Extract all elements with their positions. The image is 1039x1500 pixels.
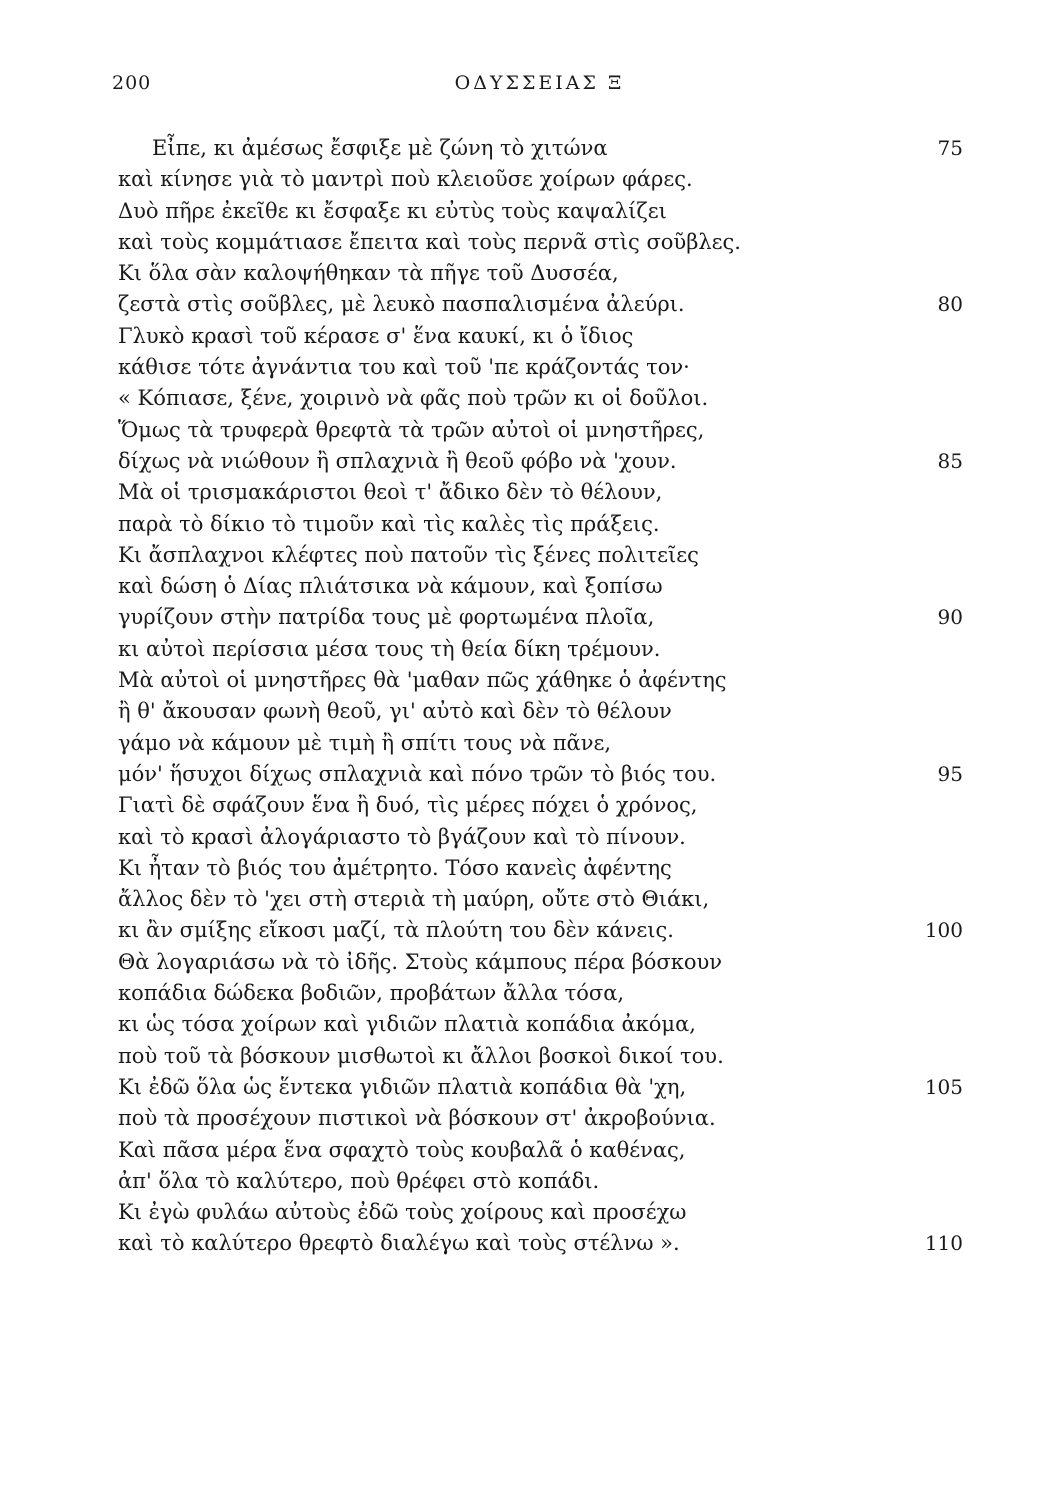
verse-text: κάθισε τότε ἀγνάντια του καὶ τοῦ 'πε κράζοντάς τον· [118,355,690,380]
verse-text: καὶ δώση ὁ Δίας πλιάτσικα νὰ κάμουν, καὶ ξοπίσω [118,574,663,599]
verse-line [118,915,963,946]
verse-line [118,822,963,853]
verse-text: κοπάδια δώδεκα βοδιῶν, προβάτων ἄλλα τόσα, [118,981,625,1006]
verse-line [118,321,963,352]
verse-line [118,728,963,759]
line-number: 80 [937,292,963,317]
verse-line [118,289,963,320]
verse-line [118,665,963,696]
verse-line [118,477,963,508]
verse-text: ζεστὰ στὶς σοῦβλες, μὲ λευκὸ πασπαλισμένα ἀλεύρι. [118,292,685,317]
verse-text: παρὰ τὸ δίκιο τὸ τιμοῦν καὶ τὶς καλὲς τὶς πράξεις. [118,511,660,536]
verse-line [118,696,963,727]
verse-text: γυρίζουν στὴν πατρίδα τους μὲ φορτωμένα πλοῖα, [118,605,655,630]
verse-line [118,884,963,915]
running-title: ΟΔΥΣΣΕΙΑΣ Ξ [454,72,625,94]
verse-line [118,509,963,540]
verse-line [118,227,963,258]
verse-text: ἢ θ' ἄκουσαν φωνὴ θεοῦ, γι' αὐτὸ καὶ δὲν τὸ θέλουν [118,699,672,724]
line-number: 100 [924,918,963,943]
verse-text: ποὺ τὰ προσέχουν πιστικοὶ νὰ βόσκουν στ' ἀκροβούνια. [118,1106,716,1131]
verse-line [118,1103,963,1134]
verse-line [118,1041,963,1072]
verse-text: Κι ἄσπλαχνοι κλέφτες ποὺ πατοῦν τὶς ξένες πολιτεῖες [118,542,699,567]
verse-text: ποὺ τοῦ τὰ βόσκουν μισθωτοὶ κι ἄλλοι βοσκοὶ δικοί του. [118,1043,724,1068]
verse-text: μόν' ἥσυχοι δίχως σπλαχνιὰ καὶ πόνο τρῶν τὸ βιός του. [118,761,717,786]
verse-text: κι ὡς τόσα χοίρων καὶ γιδιῶν πλατιὰ κοπάδια ἀκόμα, [118,1012,696,1037]
verse-text: γάμο νὰ κάμουν μὲ τιμὴ ἢ σπίτι τους νὰ πᾶνε, [118,730,612,755]
verse-text: ἀπ' ὅλα τὸ καλύτερο, ποὺ θρέφει στὸ κοπάδι. [118,1168,600,1193]
verse-line [118,790,963,821]
verse-text: Μὰ οἱ τρισμακάριστοι θεοὶ τ' ἄδικο δὲν τὸ θέλουν, [118,480,663,505]
verse-text: Γιατὶ δὲ σφάζουν ἕνα ἢ δυό, τὶς μέρες πόχει ὁ χρόνος, [118,793,698,818]
verse-text: καὶ κίνησε γιὰ τὸ μαντρὶ ποὺ κλειοῦσε χοίρων φάρες. [118,167,693,192]
verse-text: Κι ἐδῶ ὅλα ὡς ἕντεκα γιδιῶν πλατιὰ κοπάδια θὰ 'χη, [118,1074,687,1099]
verse-line [118,1197,963,1228]
verse-text: Δυὸ πῆρε ἐκεῖθε κι ἔσφαξε κι εὐτὺς τοὺς καψαλίζει [118,198,667,223]
verse-line [118,1009,963,1040]
verse-text: κι αὐτοὶ περίσσια μέσα τους τὴ θεία δίκη τρέμουν. [118,636,661,661]
verse-text: καὶ τοὺς κομμάτιασε ἔπειτα καὶ τοὺς περνᾶ στὶς σοῦβλες. [118,229,741,254]
verse-text: « Κόπιασε, ξένε, χοιρινὸ νὰ φᾶς ποὺ τρῶν κι οἱ δοῦλοι. [118,386,709,411]
page-number: 200 [112,72,152,94]
verse-line [118,1135,963,1166]
verse-text: Κι ἦταν τὸ βιός του ἀμέτρητο. Τόσο κανεὶς ἀφέντης [118,855,672,880]
verse-line [118,759,963,790]
line-number: 110 [924,1231,963,1256]
line-number: 105 [924,1074,963,1099]
verse-line [118,446,963,477]
verse-text: ἄλλος δὲν τὸ 'χει στὴ στεριὰ τὴ μαύρη, οὔτε στὸ Θιάκι, [118,887,710,912]
poem-text [118,133,963,1260]
verse-line [118,1228,963,1259]
verse-text: Θὰ λογαριάσω νὰ τὸ ἰδῆς. Στοὺς κάμπους πέρα βόσκουν [118,949,722,974]
verse-text: Γλυκὸ κρασὶ τοῦ κέρασε σ' ἕνα καυκί, κι ὁ ἴδιος [118,323,634,348]
verse-line [118,415,963,446]
line-number: 85 [937,448,963,473]
verse-line [118,1166,963,1197]
verse-line [118,853,963,884]
verse-line [118,634,963,665]
verse-line [118,1072,963,1103]
verse-line [118,352,963,383]
verse-line [118,978,963,1009]
verse-text: Καὶ πᾶσα μέρα ἕνα σφαχτὸ τοὺς κουβαλᾶ ὁ καθένας, [118,1137,686,1162]
verse-line [118,258,963,289]
verse-text: Ὅμως τὰ τρυφερὰ θρεφτὰ τὰ τρῶν αὐτοὶ οἱ μνηστῆρες, [118,417,705,442]
verse-line [118,571,963,602]
verse-text: καὶ τὸ κρασὶ ἀλογάριαστο τὸ βγάζουν καὶ τὸ πίνουν. [118,824,686,849]
verse-line [118,540,963,571]
verse-text: Κι ὅλα σὰν καλοψήθηκαν τὰ πῆγε τοῦ Δυσσέα, [118,261,619,286]
verse-text: καὶ τὸ καλύτερο θρεφτὸ διαλέγω καὶ τοὺς στέλνω ». [118,1231,680,1256]
verse-line [118,383,963,414]
verse-line [118,133,963,164]
line-number: 95 [937,761,963,786]
verse-text: Μὰ αὐτοὶ οἱ μνηστῆρες θὰ 'μαθαν πῶς χάθηκε ὁ ἀφέντης [118,668,727,693]
line-number: 90 [937,605,963,630]
verse-text: κι ἂν σμίξης εἴκοσι μαζί, τὰ πλούτη του δὲν κάνεις. [118,918,674,943]
verse-line [118,196,963,227]
verse-text: δίχως νὰ νιώθουν ἢ σπλαχνιὰ ἢ θεοῦ φόβο νὰ 'χουν. [118,448,677,473]
page-header [112,72,967,100]
line-number: 75 [937,136,963,160]
verse-line [118,164,963,195]
verse-text: Εἶπε, κι ἀμέσως ἔσφιξε μὲ ζώνη τὸ χιτώνα [152,136,608,160]
verse-text: Κι ἐγὼ φυλάω αὐτοὺς ἐδῶ τοὺς χοίρους καὶ προσέχω [118,1200,687,1225]
verse-line [118,947,963,978]
verse-line [118,602,963,633]
